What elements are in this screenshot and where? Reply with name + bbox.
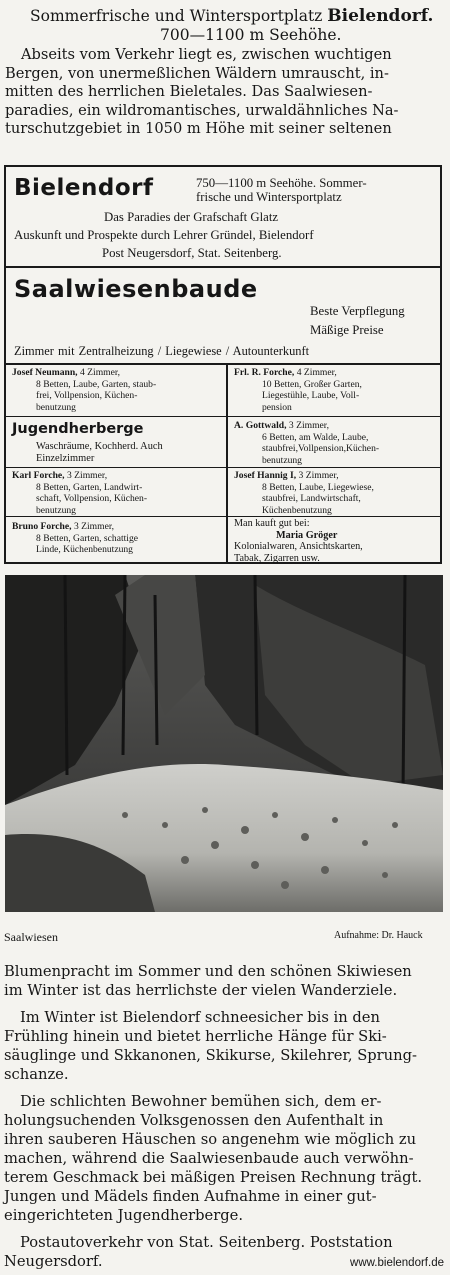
- listing-name: A. Gottwald,: [234, 420, 287, 431]
- intro-line: turschutzgebiet in 1050 m Höhe mit seiner seltenen: [5, 120, 392, 138]
- body-line: im Winter ist das herrlichste der vielen Wanderziele.: [4, 982, 398, 999]
- photo-credit: Aufnahme: Dr. Hauck: [334, 930, 423, 941]
- ad-baude-line-1: Beste Verpflegung: [310, 304, 405, 318]
- listing-text: Man kauft gut bei:: [234, 518, 310, 529]
- listing-text: Waschräume, Kochherd. Auch: [36, 441, 163, 452]
- listing-text: 8 Betten, Laube, Garten, staub-: [36, 378, 157, 390]
- listing-text: Küchenbenutzung: [262, 504, 332, 516]
- listing-text: 4 Zimmer,: [79, 367, 121, 378]
- listing-name: Bruno Forche,: [12, 521, 72, 532]
- ad-place-name: Bielendorf: [14, 175, 154, 201]
- listing-gottwald: [234, 420, 379, 466]
- listing-name: Maria Gröger: [276, 529, 338, 541]
- listing-text: Kolonialwaren, Ansichtskarten,: [234, 541, 363, 553]
- listing-text: 8 Betten, Laube, Liegewiese,: [262, 481, 374, 493]
- body-line: Postautoverkehr von Stat. Seitenberg. Poststation: [20, 1234, 393, 1251]
- listing-r-forche: [234, 367, 362, 413]
- listing-text: benutzung: [36, 401, 76, 413]
- body-text: [4, 962, 422, 1271]
- body-line: machen, während die Saalwiesenbaude auch verwöhn-: [4, 1150, 414, 1167]
- body-line: säuglinge und Skkanonen, Skikurse, Skilehrer, Sprung-: [4, 1047, 417, 1064]
- body-line: terem Geschmack bei mäßigen Preisen Rechnung trägt.: [4, 1169, 423, 1186]
- listing-text: 10 Betten, Großer Garten,: [262, 378, 362, 390]
- header-altitude: 700—1100 m Seehöhe.: [160, 26, 342, 44]
- body-line: holungsuchenden Volksgenossen den Aufenthalt in: [4, 1112, 384, 1129]
- ad-line-3: Post Neugersdorf, Stat. Seitenberg.: [102, 246, 282, 260]
- intro-paragraph: [5, 46, 399, 139]
- listing-text: 3 Zimmer,: [73, 521, 115, 532]
- listing-karl-forche: [12, 470, 147, 516]
- body-line: Neugersdorf.: [4, 1253, 103, 1270]
- ad-line-1: Das Paradies der Grafschaft Glatz: [104, 210, 279, 224]
- divider: [6, 363, 440, 365]
- listing-hannig: [234, 470, 374, 516]
- advertisement-box: [4, 165, 442, 564]
- listing-text: schaft, Vollpension, Küchen-: [36, 493, 148, 505]
- website-watermark: www.bielendorf.de: [350, 1257, 444, 1269]
- body-line: eingerichteten Jugendherberge.: [4, 1207, 244, 1224]
- listing-jugendherberge: [36, 441, 163, 464]
- intro-line: paradies, ein wildromantisches, urwaldähnliches Na-: [5, 101, 399, 119]
- body-line: schanze.: [4, 1066, 69, 1083]
- listing-name: Karl Forche,: [12, 470, 65, 481]
- header-title-place: Bielendorf.: [327, 6, 434, 26]
- listing-text: 3 Zimmer,: [66, 470, 108, 481]
- listing-text: frei, Vollpension, Küchen-: [36, 390, 138, 402]
- listing-text: 3 Zimmer,: [288, 420, 330, 431]
- listing-jugendherberge-name: Jugendherberge: [12, 421, 144, 437]
- listing-text: benutzung: [36, 504, 76, 516]
- listing-text: staubfrei,Vollpension,Küchen-: [262, 443, 380, 455]
- listing-text: 4 Zimmer,: [296, 367, 337, 378]
- ad-place-desc-1: 750—1100 m Seehöhe. Sommer-: [196, 176, 367, 190]
- divider: [228, 516, 440, 517]
- listing-text: Liegestühle, Laube, Voll-: [262, 390, 360, 402]
- listing-text: Tabak, Zigarren usw.: [234, 552, 320, 564]
- ad-baude-line-3: Zimmer mit Zentralheizung / Liegewiese / Autounterkunft: [14, 344, 310, 358]
- divider: [6, 416, 226, 417]
- column-divider: [226, 363, 228, 562]
- listing-text: 3 Zimmer,: [298, 470, 339, 481]
- intro-line: Bergen, von unermeßlichen Wäldern umrauscht, in-: [5, 64, 389, 82]
- ad-place-desc-2: frische und Wintersportplatz: [196, 190, 342, 204]
- body-line: Frühling hinein und bietet herrliche Hänge für Ski-: [4, 1028, 387, 1045]
- intro-line: mitten des herrlichen Bieletales. Das Saalwiesen-: [5, 83, 373, 101]
- intro-line: Abseits vom Verkehr liegt es, zwischen wuchtigen: [21, 46, 392, 63]
- body-line: Die schlichten Bewohner bemühen sich, dem er-: [20, 1093, 382, 1110]
- listing-text: 8 Betten, Garten, schattige: [36, 532, 139, 544]
- listing-name: Josef Hannig I,: [234, 470, 297, 481]
- photo-caption: Saalwiesen: [4, 930, 58, 944]
- divider: [6, 266, 440, 268]
- ad-line-2: Auskunft und Prospekte durch Lehrer Gründel, Bielendorf: [14, 228, 314, 242]
- listing-text: Einzelzimmer: [36, 452, 95, 464]
- listing-text: 8 Betten, Garten, Landwirt-: [36, 481, 143, 493]
- saalwiesen-photo: [5, 575, 443, 912]
- page-header: [30, 6, 433, 26]
- listing-bruno-forche: [12, 521, 138, 556]
- divider: [228, 467, 440, 468]
- photo-image: [5, 575, 443, 912]
- body-line: Im Winter ist Bielendorf schneesicher bis in den: [20, 1009, 380, 1026]
- listing-text: 6 Betten, am Walde, Laube,: [262, 431, 369, 443]
- listing-text: Linde, Küchenbenutzung: [36, 544, 133, 556]
- divider: [228, 416, 440, 417]
- divider: [6, 516, 226, 517]
- body-line: Jungen und Mädels finden Aufnahme in einer gut-: [4, 1188, 377, 1205]
- header-title-prefix: Sommerfrische und Wintersportplatz: [30, 7, 323, 25]
- ad-baude-line-2: Mäßige Preise: [310, 323, 384, 337]
- listing-name: Josef Neumann,: [12, 367, 78, 378]
- body-line: ihren sauberen Häuschen so angenehm wie möglich zu: [4, 1131, 417, 1148]
- divider: [6, 467, 226, 468]
- listing-groeger: [234, 518, 363, 564]
- body-line: Blumenpracht im Sommer und den schönen Skiwiesen: [4, 963, 412, 980]
- ad-baude-name: Saalwiesenbaude: [14, 275, 258, 303]
- listing-text: staubfrei, Landwirtschaft,: [262, 493, 361, 505]
- listing-text: benutzung: [262, 454, 302, 466]
- listing-neumann: [12, 367, 156, 413]
- listing-name: Frl. R. Forche,: [234, 367, 295, 378]
- listing-text: pension: [262, 401, 292, 413]
